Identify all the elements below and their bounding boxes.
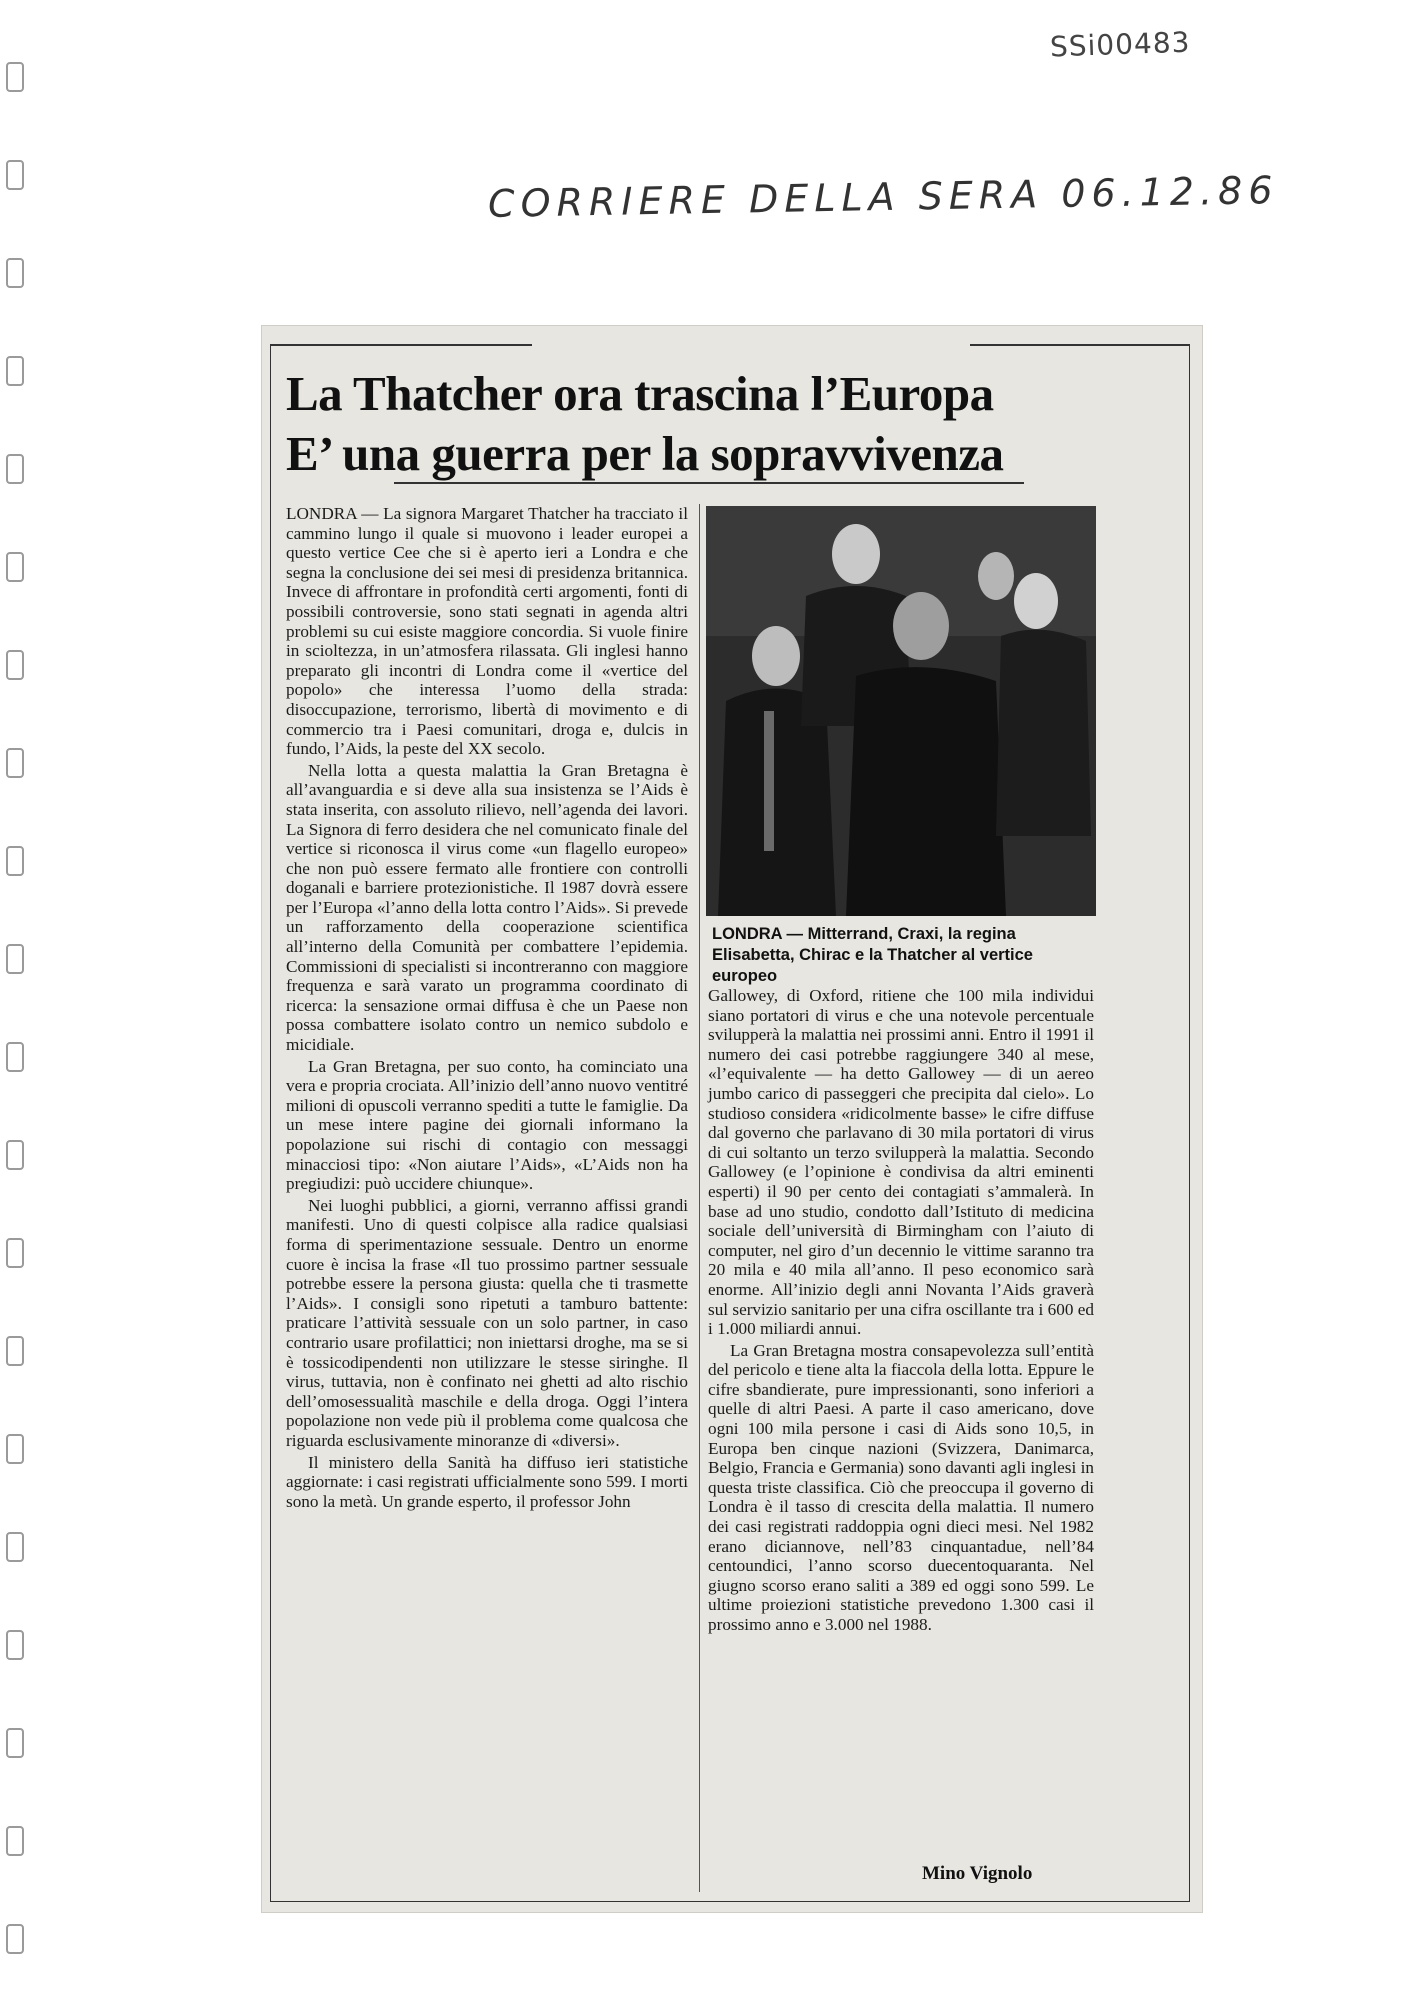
binder-hole — [6, 1630, 24, 1660]
photo-caption — [712, 924, 1096, 987]
binder-hole — [6, 650, 24, 680]
top-rule — [270, 344, 532, 346]
paragraph: La Gran Bretagna, per suo conto, ha cominciato una vera e propria crociata. All’inizio dell’anno nuovo ventitré milioni di opuscoli verranno spediti a tutte le famiglie. Da un mese intere pagine dei giornali informano la popolazione sui rischi di contagio con messaggi minacciosi tipo: «Non aiutare l’Aids», «L’Aids non ha pregiudizi: può uccidere chiunque». — [286, 1056, 688, 1194]
binder-hole — [6, 356, 24, 386]
binder-hole — [6, 160, 24, 190]
top-rule — [970, 344, 1190, 346]
binder-hole — [6, 1924, 24, 1954]
headline — [286, 364, 1176, 484]
archive-code: SSi00483 — [1049, 25, 1191, 64]
binder-hole — [6, 944, 24, 974]
binder-hole — [6, 1336, 24, 1366]
article-left-column — [286, 504, 688, 1894]
binder-hole — [6, 454, 24, 484]
paragraph: LONDRA — La signora Margaret Thatcher ha tracciato il cammino lungo il quale si muovono i leader europei a questo vertice Cee che si è aperto ieri a Londra e che segna la conclusione dei sei mesi di presidenza britannica. Invece di affrontare in profondità certi argomenti, fonti di possibili controversie, sono stati segnati in agenda altri problemi su cui esiste maggiore concordia. Si vuole finire in scioltezza, in un’atmosfera rilassata. Gli inglesi hanno preparato gli incontri di Londra come il «vertice del popolo» che interessa l’uomo della strada: disoccupazione, terrorismo, libertà di movimento e di commercio tra i Paesi comunitari, droga e, dulcis in fundo, l’Aids, la peste del XX secolo. — [286, 504, 688, 759]
binder-holes — [0, 0, 30, 2000]
source-note: CORRIERE DELLA SERA 06.12.86 — [487, 168, 1279, 226]
binder-hole — [6, 748, 24, 778]
binder-hole — [6, 1434, 24, 1464]
binder-hole — [6, 62, 24, 92]
news-photo — [706, 506, 1096, 916]
paragraph: Gallowey, di Oxford, ritiene che 100 mila individui siano portatori di virus e che una notevole percentuale svilupperà la malattia nei prossimi anni. Entro il 1991 il numero dei casi potrebbe raggiungere 340 al mese, «l’equivalente — ha detto Gallowey — di un aereo jumbo carico di passeggeri che precipita dal cielo». Lo studioso considera «ridicolmente basse» le cifre diffuse dal governo che parlavano di 30 mila portatori di virus di cui soltanto un terzo svilupperà la malattia. Secondo Gallowey (e l’opinione è condivisa da altri eminenti esperti) il 90 per cento dei contagiati s’ammalerà. In base ad uno studio, condotto dall’Istituto di medicina sociale dell’università di Birmingham con l’aiuto di computer, nel giro d’un decennio le vittime saranno tra 20 mila e 40 mila all’anno. Il peso economico sarà enorme. All’inizio degli anni Novanta l’Aids graverà sul servizio sanitario per una cifra oscillante tra i 600 ed i 1.000 miliardi annui. — [708, 986, 1094, 1339]
byline: Mino Vignolo — [922, 1863, 1033, 1884]
binder-hole — [6, 1826, 24, 1856]
binder-hole — [6, 1140, 24, 1170]
article-right-column — [708, 986, 1094, 1886]
binder-hole — [6, 1042, 24, 1072]
binder-hole — [6, 552, 24, 582]
photo-illustration — [706, 506, 1096, 916]
paragraph: Nella lotta a questa malattia la Gran Bretagna è all’avanguardia e si deve alla sua insistenza se l’Aids è stata inserita, con assoluto rilievo, nell’agenda dei lavori. La Signora di ferro desidera che nel comunicato finale del vertice si riconosca il virus come «un flagello europeo» che non può essere fermato alle frontiere con controlli doganali e barriere protezionistiche. Il 1987 dovrà essere per l’Europa «l’anno della lotta contro l’Aids». Si prevede un rafforzamento della cooperazione scientifica all’interno della Comunità per combattere l’epidemia. Commissioni di specialisti si incontreranno con maggiore frequenza e sarà varato un programma coordinato di ricerca: la sensazione ormai diffusa è che un Paese non possa combattere isolato contro un nemico subdolo e micidiale. — [286, 760, 688, 1055]
paragraph: Il ministero della Sanità ha diffuso ieri statistiche aggiornate: i casi registrati ufficialmente sono 599. I morti sono la metà. Un grande esperto, il professor John — [286, 1452, 688, 1511]
column-divider — [699, 504, 700, 1892]
paragraph: Nei luoghi pubblici, a giorni, verranno affissi grandi manifesti. Uno di questi colpisce alla radice qualsiasi forma di sperimentazione sessuale. Dentro un enorme cuore è incisa la frase «Il tuo prossimo partner sessuale potrebbe essere la persona giusta: quella che ti trasmette l’Aids». I consigli sono ripetuti a tamburo battente: praticare l’attività sessuale con un solo partner, in caso contrario usare profilattici; non iniettarsi droghe, ma se si è tossicodipendenti non utilizzare le stesse siringhe. Il virus, tuttavia, non è confinato nei ghetti ad alto rischio dell’omosessualità maschile e della droga. Oggi l’intera popolazione non vede più il problema come qualcosa che riguarda esclusivamente minoranze di «diversi». — [286, 1195, 688, 1450]
headline-rule — [394, 482, 1024, 484]
binder-hole — [6, 258, 24, 288]
binder-hole — [6, 1532, 24, 1562]
newspaper-clipping — [262, 326, 1202, 1912]
binder-hole — [6, 846, 24, 876]
binder-hole — [6, 1728, 24, 1758]
caption-lead: LONDRA — — [712, 925, 804, 943]
headline-line-2: E’ una guerra per la sopravvivenza — [286, 426, 1004, 481]
paragraph: La Gran Bretagna mostra consapevolezza sull’entità del pericolo e tiene alta la fiaccola della lotta. Eppure le cifre sbandierate, pure impressionanti, sono inferiori a quelle di altri Paesi. A parte il caso americano, dove ogni 100 mila persone i casi di Aids sono 10,5, in Europa ben cinque nazioni (Svizzera, Danimarca, Belgio, Francia e Germania) sono davanti agli inglesi in questa triste classifica. Ciò che preoccupa il governo di Londra è il tasso di crescita della malattia. Il numero dei casi registrati raddoppia ogni dieci mesi. Nel 1982 erano diciannove, nell’83 cinquantadue, nell’84 centoundici, l’anno scorso duecentoquaranta. Nel giugno scorso erano saliti a 389 ed oggi sono 599. Le ultime proiezioni statistiche prevedono 1.300 casi il prossimo anno e 3.000 nel 1988. — [708, 1340, 1094, 1634]
binder-hole — [6, 1238, 24, 1268]
headline-line-1: La Thatcher ora trascina l’Europa — [286, 366, 994, 421]
caption-text: Mitterrand, Craxi, la regina Elisabetta, Chirac e la Thatcher al vertice europeo — [712, 925, 1033, 985]
